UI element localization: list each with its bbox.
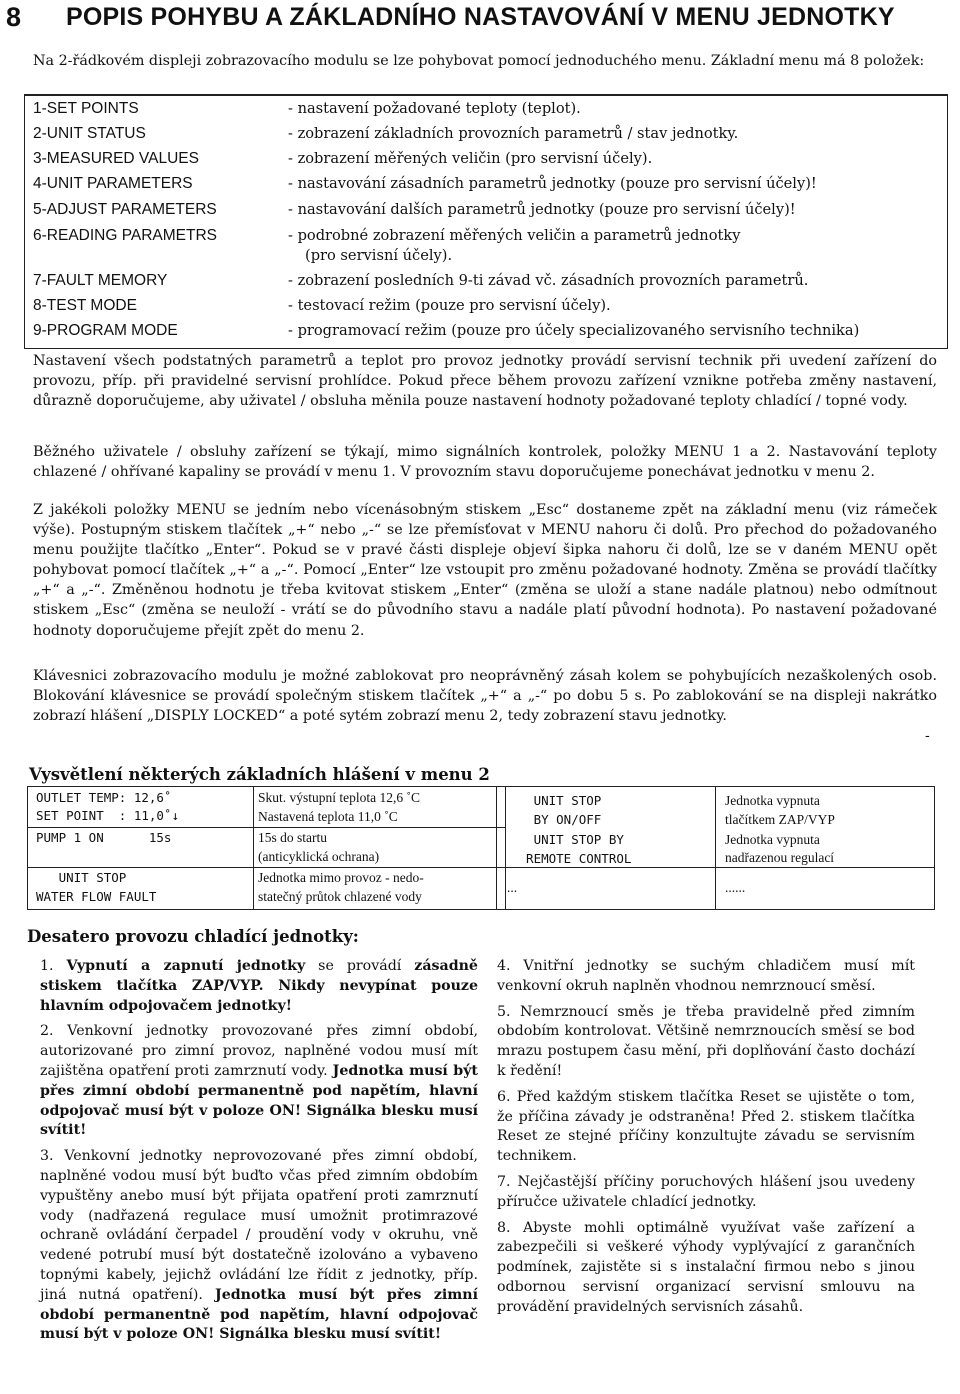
menu-item-code: 6-READING PARAMETRS (33, 227, 218, 244)
dash-mark: - (925, 728, 930, 744)
rule-item: 8. Abyste mohli optimálně využívat vaše zařízení a zabezpečili si veškeré výhody vyplývající z garančních podmínek, zajistěte si s instalační firmou nebo s jinou odbornou servisní organizací servisní smlouvu na provádění pravidelných servisních zásahů. (497, 1219, 915, 1315)
menu-item-code: 7-FAULT MEMORY (33, 272, 168, 289)
explanation-line: Jednotka vypnuta (725, 793, 820, 808)
rules-title: Desatero provozu chladící jednotky: (27, 927, 359, 946)
explanation-line: tlačítkem ZAP/VYP (725, 812, 835, 827)
explanation-line: Jednotka vypnuta (725, 832, 820, 847)
display-line: REMOTE CONTROL (511, 851, 632, 866)
explanation-line: Nastavená teplota 11,0 ˚C (258, 809, 398, 824)
menu-item-desc: - zobrazení základních provozních parametrů / stav jednotky. (288, 125, 739, 142)
rules-column-left (40, 957, 478, 1351)
explanation-line: ...... (725, 880, 746, 895)
rule-number: 3. (40, 1148, 54, 1165)
display-line: WATER FLOW FAULT (36, 889, 157, 904)
messages-title: Vysvětlení některých základních hlášení v menu 2 (29, 765, 490, 784)
menu-item-code: 3-MEASURED VALUES (33, 150, 199, 167)
rule-number: 1. (40, 958, 54, 974)
menu-item-desc: - podrobné zobrazení měřených veličin a parametrů jednotky (288, 227, 741, 244)
menu-item-desc: - programovací režim (pouze pro účely specializovaného servisního technika) (288, 322, 860, 339)
rule-item (40, 1147, 478, 1345)
menu-item-desc: - zobrazení měřených veličin (pro servisní účely). (288, 150, 653, 167)
explanation-line: Skut. výstupní teplota 12,6 ˚C (258, 790, 420, 805)
messages-table-left (27, 786, 506, 910)
table-divider (715, 787, 716, 909)
rule-number: 2. (40, 1023, 54, 1040)
paragraph-user-menu: Běžného uživatele / obsluhy zařízení se týkají, mimo signálních kontrolek, položky MENU 1 a 2. Nastavování teploty chlazené / ohřívané kapaliny se provádí v menu 1. V provozním stavu doporučujeme ponechávat jednotku v menu 2. (33, 444, 937, 481)
explanation-line: Jednotka mimo provoz - nedo- (258, 870, 424, 885)
rule-bold: Vypnutí a zapnutí jednotky (66, 958, 306, 974)
explanation-line: nadřazenou regulací (725, 850, 835, 865)
paragraph-keyboard-lock: Klávesnici zobrazovacího modulu je možné zablokovat pro neoprávněný zásah kolem se pohybujících nezaškolených osob. Blokování klávesnice se provádí společným stiskem tlačítek „+“ a „-“ po dobu 5 s. Po zablokování se na displeji nakrátko zobrazí hlášení „DISPLY LOCKED“ a poté sytém zobrazí menu 2, tedy zobrazení stavu jednotky. (33, 668, 937, 725)
explanation-line: (anticyklická ochrana) (258, 849, 380, 864)
menu-item-code: 4-UNIT PARAMETERS (33, 175, 193, 192)
rule-item: 6. Před každým stiskem tlačítka Reset se ujistěte o tom, že příčina závady je odstraněna! Před 2. stiskem tlačítka Reset ze stejné příčiny konzultujte závadu se servisním technikem. (497, 1088, 915, 1165)
rule-item: 5. Nemrznoucí směs je třeba pravidelně před zimním obdobím kontrolovat. Většině nemrznoucích směsí se bod mrazu postupem času mění, při doplňování často dochází k ředění! (497, 1003, 915, 1079)
display-line: UNIT STOP (36, 870, 127, 885)
page-header (0, 0, 960, 34)
menu-item-code: 1-SET POINTS (33, 100, 139, 117)
display-line: UNIT STOP (511, 793, 602, 808)
menu-item-code: 9-PROGRAM MODE (33, 322, 178, 339)
menu-item-desc: - nastavování zásadních parametrů jednotky (pouze pro servisní účely)! (288, 175, 817, 192)
messages-table-right (496, 786, 935, 910)
display-line: BY ON/OFF (511, 812, 602, 827)
page-number: 8 (6, 2, 22, 32)
rule-text: Venkovní jednotky provozované přes zimní období, autorizované pro zimní provoz, naplněné vodou musí mít zajištěna opatření proti zamrznutí vody. (40, 1023, 478, 1079)
display-line: UNIT STOP BY (511, 832, 624, 847)
rule-item (40, 957, 478, 1016)
rule-bold: Jednotka musí být přes zimní období permanentně pod napětím, hlavní odpojovač musí být v poloze ON! Signálka blesku musí svítit! (40, 1062, 478, 1139)
page-title: POPIS POHYBU A ZÁKLADNÍHO NASTAVOVÁNÍ V MENU JEDNOTKY (66, 3, 895, 31)
menu-item-code: 5-ADJUST PARAMETERS (33, 201, 217, 218)
rule-bold: Jednotka musí být přes zimní období permanentně pod napětím, hlavní odpojovač musí být v poloze ON! Signálka blesku musí svítit! (40, 1286, 478, 1343)
menu-items-box (24, 94, 948, 349)
paragraph-settings: Nastavení všech podstatných parametrů a teplot pro provoz jednotky provádí servisní technik při uvedení zařízení do provozu, příp. při pravidelné servisní prohlídce. Pokud přece během provozu zařízení vznikne potřeba změny nastavení, důrazně doporučujeme, aby uživatel / obsluha měnila pouze nastavení hodnoty požadované teploty chladící / topné vody. (33, 353, 937, 410)
paragraph-navigation: Z jakékoli položky MENU se jedním nebo vícenásobným stiskem „Esc“ dostaneme zpět na základní menu (viz rámeček výše). Postupným stiskem tlačítek „+“ nebo „-“ se lze přemísťovat v MENU nahoru či dolů. Pro přechod do požadovaného menu použijte tlačítko „Enter“. Pokud se v pravé části displeje objeví šipka nahoru či dolů, lze se v daném MENU opět pohybovat pomocí tlačítek „+“ a „-“. Pomocí „Enter“ lze vstoupit pro změnu požadované hodnoty. Změna se provádí tlačítky „+“ a „-“. Změněnou hodnotu je třeba kvitovat stiskem „Enter“ (změna se uloží a stane nadále platnou) nebo odmítnout stiskem „Esc“ (změna se neuloží - vrátí se do původního stavu a nadále platí původní hodnota). Po nastavení požadované hodnoty doporučujeme přejít zpět do menu 2. (33, 502, 937, 639)
rule-text: Venkovní jednotky neprovozované přes zimní období, naplněné vodou musí být buďto včas před zimním obdobím vypuštěny anebo musí být přijata opatření proti zamrznutí vody (nadřazená regulace musí umožnit protimrazové ochraně ovládání čerpadel / proudění vody v okruhu, vně vedené potrubí musí být dostatečně izolováno a vybaveno topnými kabely, jejichž ovládání lze řídit z jednotky, příp. jiná nutná opatření). (40, 1148, 478, 1303)
explanation-line: statečný průtok chlazené vody (258, 889, 422, 904)
intro-paragraph: Na 2-řádkovém displeji zobrazovacího modulu se lze pohybovat pomocí jednoduchého menu. Základní menu má 8 položek: (33, 53, 925, 69)
display-line: PUMP 1 ON 15s (36, 830, 172, 845)
menu-item-code: 2-UNIT STATUS (33, 125, 146, 142)
menu-item-desc: - zobrazení posledních 9-ti závad vč. zásadních provozních parametrů. (288, 272, 809, 289)
display-line: SET POINT : 11,0˚↓ (36, 808, 179, 823)
rule-bold: zásadně stiskem tlačítka ZAP/VYP. Nikdy nevypínat pouze hlavním odpojovačem jednotky! (40, 958, 478, 1014)
explanation-line: 15s do startu (258, 830, 327, 845)
rule-item (40, 1022, 478, 1141)
table-divider (253, 787, 254, 909)
display-line: OUTLET TEMP: 12,6˚ (36, 790, 172, 805)
menu-item-code: 8-TEST MODE (33, 297, 137, 314)
rule-item: 4. Vnitřní jednotky se suchým chladičem musí mít venkovní okruh naplněn vhodnou nemrznoucí směsí. (497, 958, 915, 994)
rule-item: 7. Nejčastější příčiny poruchových hlášení jsou uvedeny příručce uživatele chladící jednotky. (497, 1173, 915, 1210)
rule-text: se provádí (305, 958, 415, 974)
menu-item-desc: - testovací režim (pouze pro servisní účely). (288, 297, 611, 314)
display-line: ... (507, 880, 518, 895)
rules-column-right (497, 957, 915, 1324)
menu-item-desc: - nastavování dalších parametrů jednotky (pouze pro servisní účely)! (288, 201, 796, 218)
menu-item-desc: - nastavení požadované teploty (teplot). (288, 100, 581, 117)
menu-item-desc-2: (pro servisní účely). (305, 247, 453, 264)
